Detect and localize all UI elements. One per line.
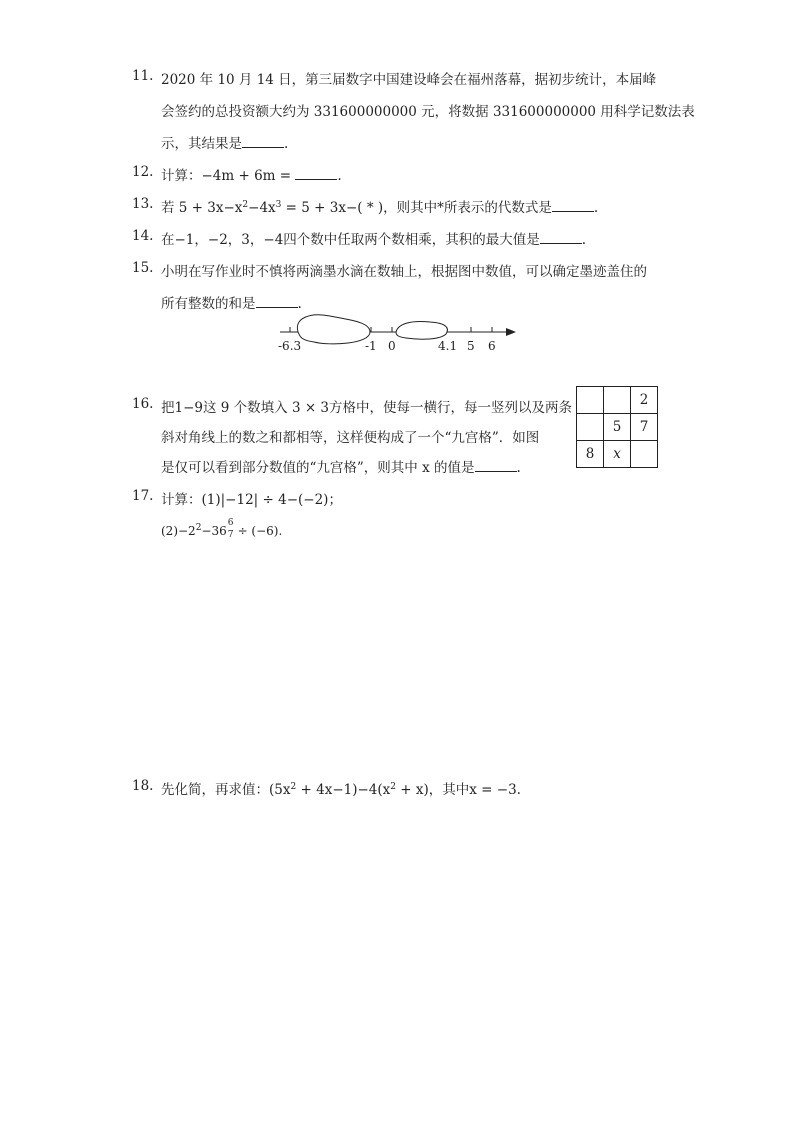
grid-cell: 7 [631,414,658,441]
grid-cell [577,387,604,414]
question-number: 16. [132,396,154,412]
grid-cell: 8 [577,441,604,468]
answer-blank[interactable] [540,231,582,244]
answer-blank[interactable] [256,295,298,308]
ink-blot-right [396,321,447,339]
question-number: 15. [132,260,154,276]
question-number: 13. [132,196,154,212]
question-text-line: 斜对角线上的数之和都相等，这样便构成了一个“九宫格”．如图 [161,430,540,446]
axis-label: -6.3 [278,339,302,353]
question-text-line: 计算：−4m + 6m = . [161,168,342,184]
grid-cell [631,441,658,468]
axis-label: -1 [365,339,377,353]
question-number: 11. [132,68,154,84]
question-text-line: 会签约的总投资额大约为 331600000000 元，将数据 331600000000 用科学记数法表 [161,104,695,120]
question-text-line: 在−1，−2，3，−4四个数中任取两个数相乘，其积的最大值是 . [161,232,587,248]
question-number: 17. [132,488,154,504]
question-text-line: 示，其结果是 . [161,136,289,152]
grid-row [577,441,658,468]
grid-cell: 2 [631,387,658,414]
answer-blank[interactable] [475,459,517,472]
answer-blank[interactable] [295,167,337,180]
question-number: 12. [132,164,154,180]
ink-blot-left [297,315,370,344]
grid-cell: x [604,441,631,468]
grid-cell: 5 [604,414,631,441]
grid-cell [577,414,604,441]
question-text-line: 先化简，再求值：$(5x^2 + 4x-1)-4(x^2 + x)$，其中x = −3. [161,782,521,798]
axis-label: 4.1 [438,339,458,353]
axis-label: 5 [467,339,475,353]
question-text-line: 若 $5 + 3x-x^2-4x^3 = 5 + 3x-$( * )，则其中*所表示的代数式是 . [161,200,599,216]
answer-blank[interactable] [552,199,594,212]
axis-label: 0 [388,339,396,353]
mixed-fraction: 6 7 [227,518,234,540]
answer-blank[interactable] [242,135,284,148]
magic-square-grid [576,386,658,468]
grid-row [577,387,658,414]
question-text-line: 计算：(1)|−12| ÷ 4−(−2)； [161,492,342,508]
grid-cell [604,387,631,414]
question-text-line: 是仅可以看到部分数值的“九宫格”，则其中 x 的值是 . [161,460,521,476]
number-line-diagram [270,310,530,358]
question-text-line: 把1−9这 9 个数填入 3 × 3方格中，使每一横行，每一竖列以及两条 [161,400,573,416]
question-number: 18. [132,778,154,794]
question-text-line: 2020 年 10 月 14 日，第三届数字中国建设峰会在福州落幕，据初步统计，本届峰 [161,72,657,88]
question-text-line: 所有整数的和是 . [161,296,302,312]
grid-row [577,414,658,441]
question-number: 14. [132,228,154,244]
question-text-line: 小明在写作业时不慎将两滴墨水滴在数轴上，根据图中数值，可以确定墨迹盖住的 [161,264,647,280]
question-text-line: $(2)-2^2-36$ 6 7 ÷ (−6). [161,518,283,540]
axis-arrow [506,328,516,336]
axis-label: 6 [488,339,496,353]
